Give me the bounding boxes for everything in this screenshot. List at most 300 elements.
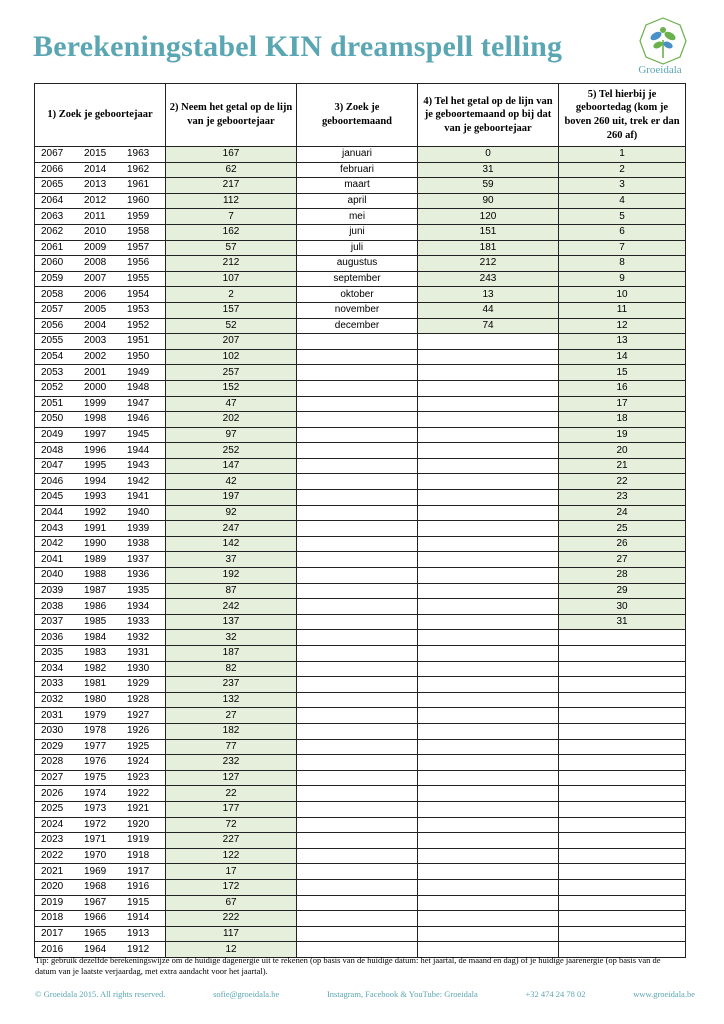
year-b: 1983 [84, 647, 107, 659]
month-cell [297, 911, 418, 927]
day-cell [559, 677, 686, 693]
footer-phone: +32 474 24 78 02 [525, 989, 586, 999]
table-row [35, 256, 686, 272]
birth-years-cell [35, 365, 166, 381]
year-value-cell: 117 [166, 926, 297, 942]
year-c: 1923 [127, 772, 150, 784]
year-c: 1913 [127, 927, 150, 939]
day-cell [559, 630, 686, 646]
month-value-cell: 181 [418, 240, 559, 256]
month-cell: december [297, 318, 418, 334]
year-b: 1993 [84, 491, 107, 503]
year-value-cell: 37 [166, 552, 297, 568]
table-row [35, 614, 686, 630]
year-c: 1963 [127, 148, 150, 160]
year-value-cell: 157 [166, 302, 297, 318]
table-row [35, 879, 686, 895]
year-c: 1916 [127, 881, 150, 893]
month-cell: mei [297, 209, 418, 225]
day-cell: 10 [559, 287, 686, 303]
year-a: 2063 [41, 210, 64, 222]
birth-years-cell [35, 240, 166, 256]
month-cell [297, 599, 418, 615]
month-cell [297, 661, 418, 677]
year-b: 1978 [84, 725, 107, 737]
birth-years-cell [35, 833, 166, 849]
month-value-cell [418, 380, 559, 396]
birth-years-cell [35, 302, 166, 318]
year-b: 2011 [84, 210, 106, 222]
birth-years-cell [35, 287, 166, 303]
year-c: 1943 [127, 460, 150, 472]
year-c: 1931 [127, 647, 150, 659]
month-value-cell [418, 895, 559, 911]
day-cell: 6 [559, 224, 686, 240]
day-cell: 12 [559, 318, 686, 334]
day-cell: 23 [559, 490, 686, 506]
day-cell: 28 [559, 568, 686, 584]
birth-years-cell [35, 193, 166, 209]
day-cell [559, 770, 686, 786]
year-value-cell: 42 [166, 474, 297, 490]
table-row [35, 536, 686, 552]
year-c: 1945 [127, 428, 150, 440]
month-cell [297, 427, 418, 443]
month-value-cell [418, 349, 559, 365]
birth-years-cell [35, 147, 166, 163]
year-c: 1921 [127, 803, 150, 815]
day-cell: 26 [559, 536, 686, 552]
day-cell [559, 801, 686, 817]
day-cell: 24 [559, 505, 686, 521]
birth-years-cell [35, 474, 166, 490]
year-b: 1977 [84, 740, 107, 752]
year-c: 1935 [127, 584, 150, 596]
month-cell [297, 568, 418, 584]
year-value-cell: 187 [166, 646, 297, 662]
birth-years-cell [35, 630, 166, 646]
year-c: 1918 [127, 850, 150, 862]
table-row [35, 427, 686, 443]
birth-years-cell [35, 490, 166, 506]
year-c: 1962 [127, 163, 150, 175]
month-cell [297, 412, 418, 428]
year-c: 1912 [127, 943, 150, 955]
year-value-cell: 107 [166, 271, 297, 287]
year-b: 1971 [84, 834, 107, 846]
month-cell [297, 817, 418, 833]
year-a: 2048 [41, 444, 64, 456]
month-value-cell [418, 879, 559, 895]
year-value-cell: 22 [166, 786, 297, 802]
month-value-cell: 151 [418, 224, 559, 240]
birth-years-cell [35, 552, 166, 568]
month-value-cell [418, 568, 559, 584]
month-value-cell [418, 848, 559, 864]
day-cell [559, 911, 686, 927]
year-value-cell: 212 [166, 256, 297, 272]
month-cell [297, 926, 418, 942]
table-row [35, 349, 686, 365]
year-a: 2033 [41, 678, 64, 690]
table-row [35, 770, 686, 786]
table-row [35, 864, 686, 880]
birth-years-cell [35, 458, 166, 474]
footer-email[interactable]: sofie@groeidala.be [213, 989, 280, 999]
birth-years-cell [35, 427, 166, 443]
year-a: 2035 [41, 647, 64, 659]
table-row [35, 661, 686, 677]
year-value-cell: 137 [166, 614, 297, 630]
table-row [35, 178, 686, 194]
month-cell [297, 692, 418, 708]
birth-years-cell [35, 349, 166, 365]
month-value-cell: 120 [418, 209, 559, 225]
year-b: 2000 [84, 382, 107, 394]
birth-years-cell [35, 755, 166, 771]
day-cell [559, 755, 686, 771]
year-a: 2037 [41, 616, 64, 628]
kin-table [34, 83, 686, 958]
year-a: 2027 [41, 772, 64, 784]
year-a: 2057 [41, 304, 64, 316]
year-a: 2067 [41, 148, 64, 160]
year-value-cell: 242 [166, 599, 297, 615]
day-cell [559, 646, 686, 662]
year-c: 1917 [127, 865, 150, 877]
day-cell [559, 895, 686, 911]
month-value-cell [418, 458, 559, 474]
month-cell: januari [297, 147, 418, 163]
table-row [35, 521, 686, 537]
year-b: 1992 [84, 506, 107, 518]
day-cell: 4 [559, 193, 686, 209]
table-row [35, 630, 686, 646]
year-b: 2001 [84, 366, 107, 378]
month-cell [297, 474, 418, 490]
birth-years-cell [35, 864, 166, 880]
year-b: 1980 [84, 694, 107, 706]
table-row [35, 926, 686, 942]
month-value-cell [418, 505, 559, 521]
year-a: 2031 [41, 709, 64, 721]
day-cell [559, 864, 686, 880]
year-a: 2021 [41, 865, 64, 877]
year-a: 2025 [41, 803, 64, 815]
day-cell [559, 817, 686, 833]
year-value-cell: 72 [166, 817, 297, 833]
year-b: 2005 [84, 304, 107, 316]
year-a: 2059 [41, 273, 64, 285]
month-value-cell [418, 583, 559, 599]
year-b: 1976 [84, 756, 107, 768]
month-cell: april [297, 193, 418, 209]
month-value-cell [418, 692, 559, 708]
table-row [35, 412, 686, 428]
footer-website[interactable]: www.groeidala.be [633, 989, 695, 999]
year-a: 2066 [41, 163, 64, 175]
year-value-cell: 7 [166, 209, 297, 225]
month-value-cell [418, 630, 559, 646]
year-value-cell: 82 [166, 661, 297, 677]
month-cell [297, 349, 418, 365]
year-a: 2017 [41, 927, 64, 939]
year-a: 2055 [41, 335, 64, 347]
table-row [35, 443, 686, 459]
year-a: 2023 [41, 834, 64, 846]
year-c: 1938 [127, 538, 150, 550]
year-a: 2065 [41, 179, 64, 191]
year-c: 1940 [127, 506, 150, 518]
year-a: 2051 [41, 397, 64, 409]
table-row [35, 708, 686, 724]
birth-years-cell [35, 677, 166, 693]
birth-years-cell [35, 911, 166, 927]
year-value-cell: 2 [166, 287, 297, 303]
year-b: 2004 [84, 319, 107, 331]
month-value-cell: 44 [418, 302, 559, 318]
table-row [35, 162, 686, 178]
table-row [35, 224, 686, 240]
table-row [35, 287, 686, 303]
year-value-cell: 142 [166, 536, 297, 552]
year-a: 2036 [41, 631, 64, 643]
month-cell [297, 723, 418, 739]
year-c: 1927 [127, 709, 150, 721]
year-a: 2028 [41, 756, 64, 768]
year-c: 1949 [127, 366, 150, 378]
month-value-cell [418, 412, 559, 428]
month-cell [297, 833, 418, 849]
month-cell: augustus [297, 256, 418, 272]
header-birth-year: 1) Zoek je geboortejaar [35, 84, 166, 147]
year-a: 2045 [41, 491, 64, 503]
year-a: 2047 [41, 460, 64, 472]
year-c: 1932 [127, 631, 150, 643]
day-cell [559, 848, 686, 864]
page-title: Berekeningstabel KIN dreamspell telling [33, 30, 563, 63]
year-value-cell: 257 [166, 365, 297, 381]
year-a: 2029 [41, 740, 64, 752]
footer-social: Instagram, Facebook & YouTube: Groeidala [326, 989, 478, 999]
year-value-cell: 87 [166, 583, 297, 599]
day-cell [559, 661, 686, 677]
table-row [35, 458, 686, 474]
year-a: 2041 [41, 553, 64, 565]
year-value-cell: 192 [166, 568, 297, 584]
table-row [35, 739, 686, 755]
month-cell [297, 895, 418, 911]
table-row [35, 848, 686, 864]
year-a: 2040 [41, 569, 64, 581]
year-value-cell: 172 [166, 879, 297, 895]
birth-years-cell [35, 521, 166, 537]
day-cell [559, 708, 686, 724]
month-value-cell: 243 [418, 271, 559, 287]
year-value-cell: 202 [166, 412, 297, 428]
day-cell [559, 786, 686, 802]
day-cell: 7 [559, 240, 686, 256]
year-b: 1975 [84, 772, 107, 784]
day-cell: 25 [559, 521, 686, 537]
month-value-cell [418, 490, 559, 506]
day-cell: 5 [559, 209, 686, 225]
year-value-cell: 92 [166, 505, 297, 521]
table-row [35, 474, 686, 490]
birth-years-cell [35, 256, 166, 272]
year-c: 1950 [127, 351, 150, 363]
month-value-cell: 13 [418, 287, 559, 303]
month-value-cell [418, 723, 559, 739]
year-b: 2015 [84, 148, 107, 160]
year-c: 1928 [127, 694, 150, 706]
month-cell [297, 505, 418, 521]
month-cell [297, 458, 418, 474]
year-value-cell: 197 [166, 490, 297, 506]
year-b: 1995 [84, 460, 107, 472]
birth-years-cell [35, 661, 166, 677]
year-c: 1946 [127, 413, 150, 425]
day-cell: 18 [559, 412, 686, 428]
birth-years-cell [35, 568, 166, 584]
year-value-cell: 27 [166, 708, 297, 724]
month-value-cell [418, 474, 559, 490]
table-row [35, 193, 686, 209]
month-cell [297, 708, 418, 724]
year-a: 2053 [41, 366, 64, 378]
year-b: 1997 [84, 428, 107, 440]
day-cell: 3 [559, 178, 686, 194]
month-cell [297, 739, 418, 755]
month-cell [297, 630, 418, 646]
month-value-cell [418, 443, 559, 459]
year-b: 2013 [84, 179, 107, 191]
birth-years-cell [35, 334, 166, 350]
month-cell [297, 864, 418, 880]
year-c: 1956 [127, 257, 150, 269]
birth-years-cell [35, 178, 166, 194]
year-c: 1942 [127, 475, 150, 487]
birth-years-cell [35, 412, 166, 428]
table-row [35, 817, 686, 833]
year-value-cell: 222 [166, 911, 297, 927]
day-cell: 20 [559, 443, 686, 459]
day-cell: 22 [559, 474, 686, 490]
year-b: 1972 [84, 818, 107, 830]
year-c: 1951 [127, 335, 150, 347]
year-c: 1955 [127, 273, 150, 285]
month-value-cell: 74 [418, 318, 559, 334]
year-c: 1948 [127, 382, 150, 394]
year-value-cell: 77 [166, 739, 297, 755]
table-row [35, 302, 686, 318]
table-row [35, 895, 686, 911]
month-cell: februari [297, 162, 418, 178]
table-row [35, 396, 686, 412]
table-row [35, 209, 686, 225]
month-cell [297, 521, 418, 537]
table-row [35, 240, 686, 256]
month-cell: september [297, 271, 418, 287]
table-row [35, 380, 686, 396]
month-value-cell [418, 427, 559, 443]
month-value-cell: 0 [418, 147, 559, 163]
year-a: 2052 [41, 382, 64, 394]
year-c: 1925 [127, 740, 150, 752]
month-value-cell [418, 801, 559, 817]
table-row [35, 147, 686, 163]
birth-years-cell [35, 879, 166, 895]
month-value-cell: 31 [418, 162, 559, 178]
year-b: 2009 [84, 241, 107, 253]
year-b: 1990 [84, 538, 107, 550]
year-value-cell: 232 [166, 755, 297, 771]
year-a: 2019 [41, 896, 64, 908]
month-value-cell [418, 864, 559, 880]
month-value-cell [418, 677, 559, 693]
month-cell [297, 646, 418, 662]
year-b: 1970 [84, 850, 107, 862]
day-cell [559, 879, 686, 895]
year-b: 1984 [84, 631, 107, 643]
footer-copyright: © Groeidala 2015. All rights reserved. [35, 989, 166, 999]
month-value-cell [418, 661, 559, 677]
month-value-cell: 212 [418, 256, 559, 272]
year-a: 2054 [41, 351, 64, 363]
month-cell: juni [297, 224, 418, 240]
year-c: 1919 [127, 834, 150, 846]
year-b: 2012 [84, 195, 107, 207]
birth-years-cell [35, 396, 166, 412]
month-cell [297, 380, 418, 396]
day-cell [559, 833, 686, 849]
year-value-cell: 252 [166, 443, 297, 459]
month-cell [297, 443, 418, 459]
tip-text: Tip: gebruik dezelfde berekeningswijze om de huidige dagenergie uit te rekenen (op basis van de huidige datum: het jaartal, de maand en dag) of je huidige jaarenergie (op basis van de datum van je laatste verjaardag, met extra aandacht voor het jaartal). [35, 955, 661, 976]
year-a: 2030 [41, 725, 64, 737]
year-c: 1947 [127, 397, 150, 409]
year-a: 2018 [41, 912, 64, 924]
year-value-cell: 247 [166, 521, 297, 537]
year-value-cell: 97 [166, 427, 297, 443]
year-b: 1969 [84, 865, 107, 877]
month-value-cell [418, 739, 559, 755]
month-value-cell [418, 396, 559, 412]
year-c: 1959 [127, 210, 150, 222]
year-a: 2016 [41, 943, 64, 955]
day-cell: 14 [559, 349, 686, 365]
year-b: 1974 [84, 787, 107, 799]
year-a: 2022 [41, 850, 64, 862]
year-c: 1914 [127, 912, 150, 924]
year-b: 1991 [84, 522, 107, 534]
year-a: 2044 [41, 506, 64, 518]
year-c: 1941 [127, 491, 150, 503]
month-value-cell [418, 646, 559, 662]
month-cell [297, 755, 418, 771]
table-row [35, 505, 686, 521]
year-a: 2060 [41, 257, 64, 269]
birth-years-cell [35, 723, 166, 739]
birth-years-cell [35, 224, 166, 240]
year-c: 1939 [127, 522, 150, 534]
birth-years-cell [35, 646, 166, 662]
year-b: 1985 [84, 616, 107, 628]
year-c: 1954 [127, 288, 150, 300]
table-row [35, 833, 686, 849]
month-value-cell [418, 911, 559, 927]
day-cell: 15 [559, 365, 686, 381]
